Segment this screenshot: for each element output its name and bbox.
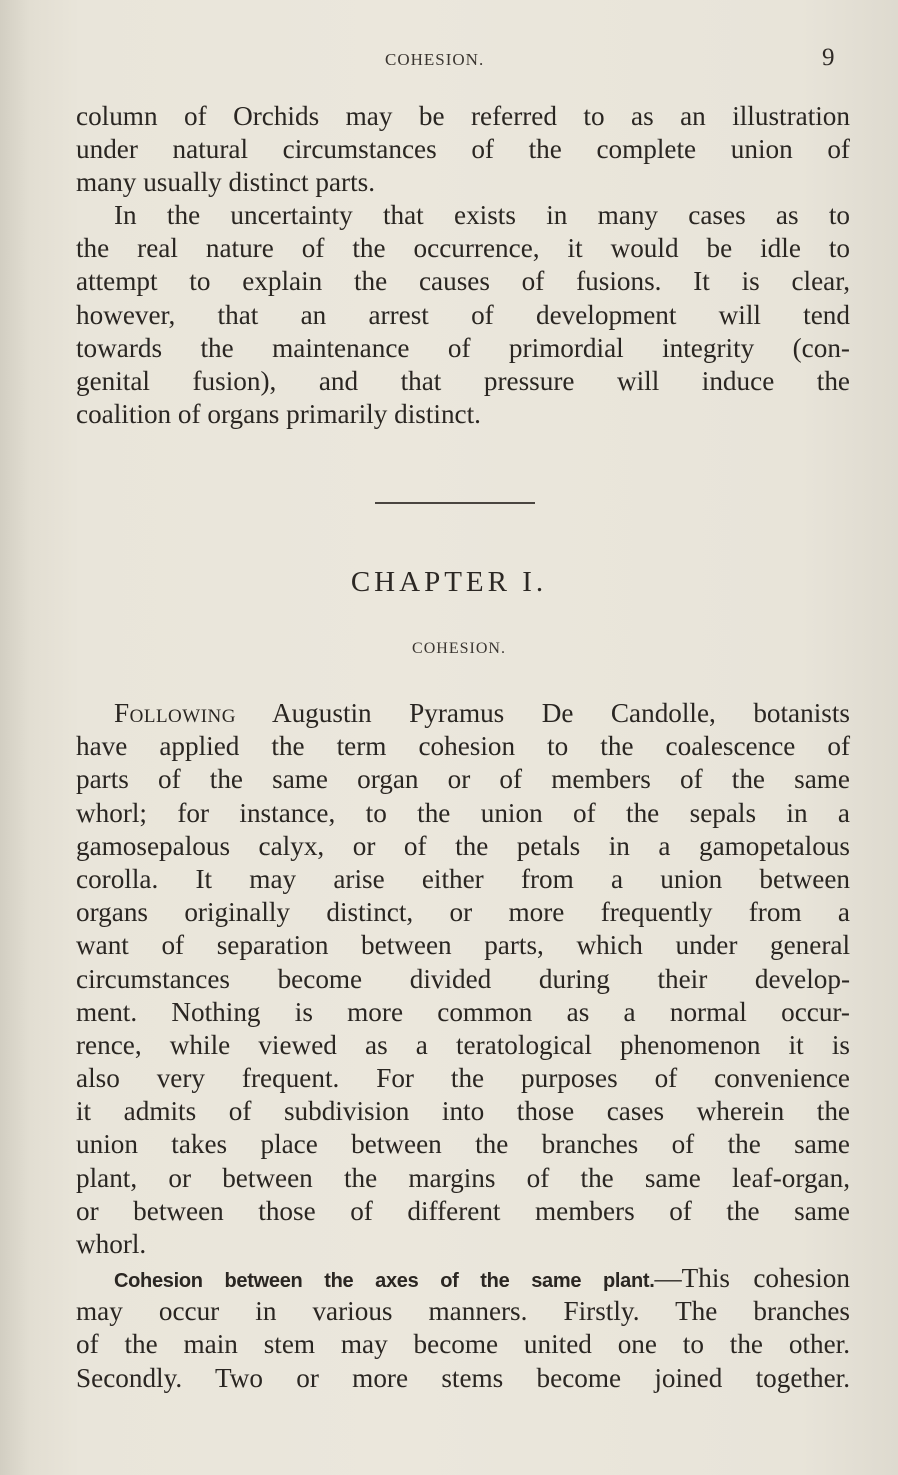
- text-line: under natural circumstances of the complete union of: [76, 134, 850, 165]
- text-line: Secondly. Two or more stems become joined together.: [76, 1362, 850, 1393]
- text-line: have applied the term cohesion to the coalescence of: [76, 731, 850, 762]
- section-divider-rule: [375, 502, 535, 504]
- text-line: column of Orchids may be referred to as an illustration: [76, 101, 850, 131]
- text-line: also very frequent. For the purposes of convenience: [76, 1063, 850, 1094]
- first-line-rest: Augustin Pyramus De Candolle, botanists: [235, 698, 850, 728]
- text-line: many usually distinct parts.: [76, 167, 376, 198]
- chapter-heading: CHAPTER I.: [350, 566, 548, 598]
- text-line: whorl; for instance, to the union of the sepals in a: [76, 797, 850, 828]
- text-line: towards the maintenance of primordial integrity (con-: [76, 332, 850, 363]
- text-line: In the uncertainty that exists in many cases as to: [114, 200, 850, 230]
- text-line: want of separation between parts, which under general: [76, 930, 850, 961]
- chapter-subtitle: COHESION.: [412, 640, 506, 657]
- text-line: parts of the same organ or of members of the same: [76, 764, 850, 795]
- text-line: the real nature of the occurrence, it would be idle to: [76, 233, 850, 264]
- text-line: plant, or between the margins of the same leaf-organ,: [76, 1162, 850, 1193]
- text-line: gamosepalous calyx, or of the petals in a gamopetalous: [76, 830, 850, 861]
- text-line: genital fusion), and that pressure will induce the: [76, 365, 850, 396]
- text-line: rence, while viewed as a teratological phenomenon it is: [76, 1029, 850, 1060]
- section-axes: [76, 1262, 850, 1395]
- text-line: whorl.: [76, 1229, 147, 1259]
- paragraph-uncertainty: [76, 199, 850, 431]
- text-line: organs originally distinct, or more frequently from a: [76, 897, 850, 928]
- section-sidehead: Cohesion between the axes of the same plant.: [114, 1270, 655, 1292]
- text-line: [76, 1262, 850, 1295]
- paragraph-following: [76, 697, 850, 1261]
- text-line: of the main stem may become united one to the other.: [76, 1329, 850, 1360]
- text-line: attempt to explain the causes of fusions. It is clear,: [76, 266, 850, 297]
- first-line-rest: This cohesion: [681, 1263, 850, 1293]
- page-number: 9: [822, 44, 835, 71]
- text-line: ment. Nothing is more common as a normal occur-: [76, 996, 850, 1027]
- em-dash: —: [654, 1263, 682, 1293]
- text-line: corolla. It may arise either from a union between: [76, 863, 850, 894]
- running-head: [0, 44, 898, 74]
- text-line: it admits of subdivision into those cases wherein the: [76, 1096, 850, 1127]
- text-line: [76, 697, 850, 730]
- text-line: circumstances become divided during their develop-: [76, 963, 850, 994]
- text-line: coalition of organs primarily distinct.: [76, 399, 481, 430]
- opening-smallcaps-word: Following: [114, 698, 236, 728]
- text-line: or between those of different members of the same: [76, 1195, 850, 1226]
- running-title: COHESION.: [385, 50, 485, 69]
- continued-paragraph: [76, 100, 850, 200]
- text-line: may occur in various manners. Firstly. The branches: [76, 1296, 850, 1327]
- text-line: union takes place between the branches of the same: [76, 1129, 850, 1160]
- text-line: however, that an arrest of development will tend: [76, 299, 850, 330]
